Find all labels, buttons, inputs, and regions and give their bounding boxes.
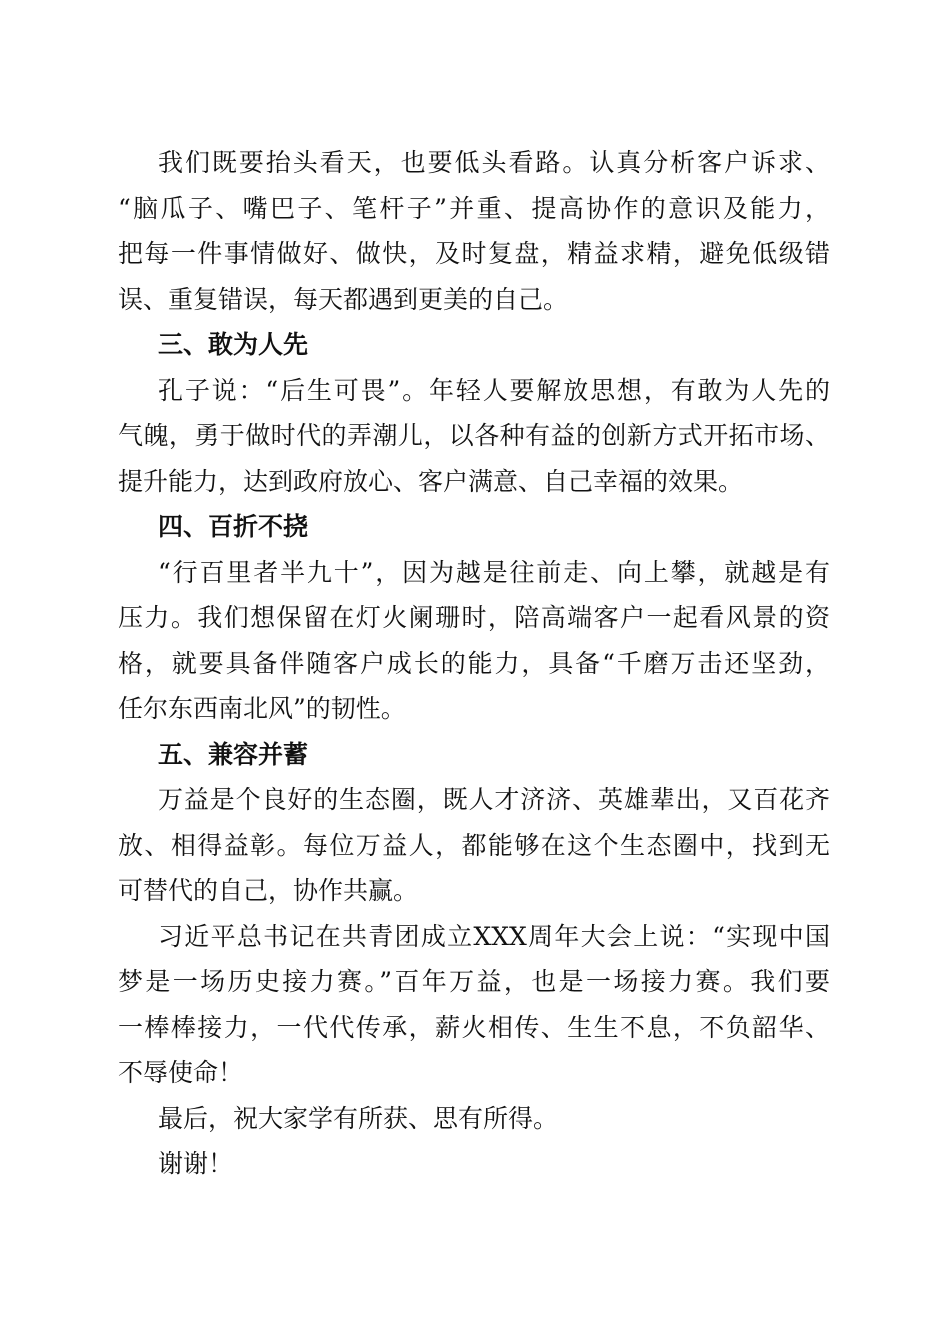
paragraph-line: 压力。我们想保留在灯火阑珊时，陪高端客户一起看风景的资 <box>118 603 830 632</box>
paragraph-line: 放、相得益彰。每位万益人，都能够在这个生态圈中，找到无 <box>118 830 830 860</box>
section-heading: 三、敢为人先 <box>158 330 309 359</box>
closing-line: 谢谢！ <box>158 1149 234 1178</box>
paragraph-line: 任尔东西南北风”的韧性。 <box>118 694 406 723</box>
paragraph-line: 误、重复错误，每天都遇到更美的自己。 <box>118 284 569 314</box>
section-heading: 五、兼容并蓄 <box>158 739 309 769</box>
paragraph-line: “行百里者半九十”，因为越是往前走、向上攀，就越是有 <box>158 557 830 587</box>
paragraph-line: 气魄，勇于做时代的弄潮儿，以各种有益的创新方式开拓市场、 <box>118 421 830 450</box>
document-body <box>118 140 830 1187</box>
paragraph-line: 孔子说：“后生可畏”。年轻人要解放思想，有敢为人先的 <box>158 375 830 405</box>
paragraph-line: 一棒棒接力，一代代传承，薪火相传、生生不息，不负韶华、 <box>118 1012 830 1042</box>
paragraph-line: 万益是个良好的生态圈，既人才济济、英雄辈出，又百花齐 <box>158 785 830 814</box>
section-heading: 四、百折不挠 <box>158 512 309 541</box>
paragraph-line: 习近平总书记在共青团成立XXX周年大会上说：“实现中国 <box>158 921 830 951</box>
paragraph-line: 我们既要抬头看天，也要低头看路。认真分析客户诉求、 <box>158 148 830 177</box>
paragraph-line: 提升能力，达到政府放心、客户满意、自己幸福的效果。 <box>118 466 744 496</box>
paragraph-line: 格，就要具备伴随客户成长的能力，具备“千磨万击还坚劲， <box>118 648 830 678</box>
paragraph-line: 最后，祝大家学有所获、思有所得。 <box>158 1103 559 1133</box>
paragraph-line: 可替代的自己，协作共赢。 <box>118 876 419 905</box>
paragraph-line: “脑瓜子、嘴巴子、笔杆子”并重、提高协作的意识及能力， <box>118 193 830 223</box>
paragraph-line: 把每一件事情做好、做快，及时复盘，精益求精，避免低级错 <box>118 239 830 268</box>
paragraph-line: 不辱使命！ <box>118 1058 244 1087</box>
paragraph-line: 梦是一场历史接力赛。”百年万益，也是一场接力赛。我们要 <box>118 967 830 996</box>
